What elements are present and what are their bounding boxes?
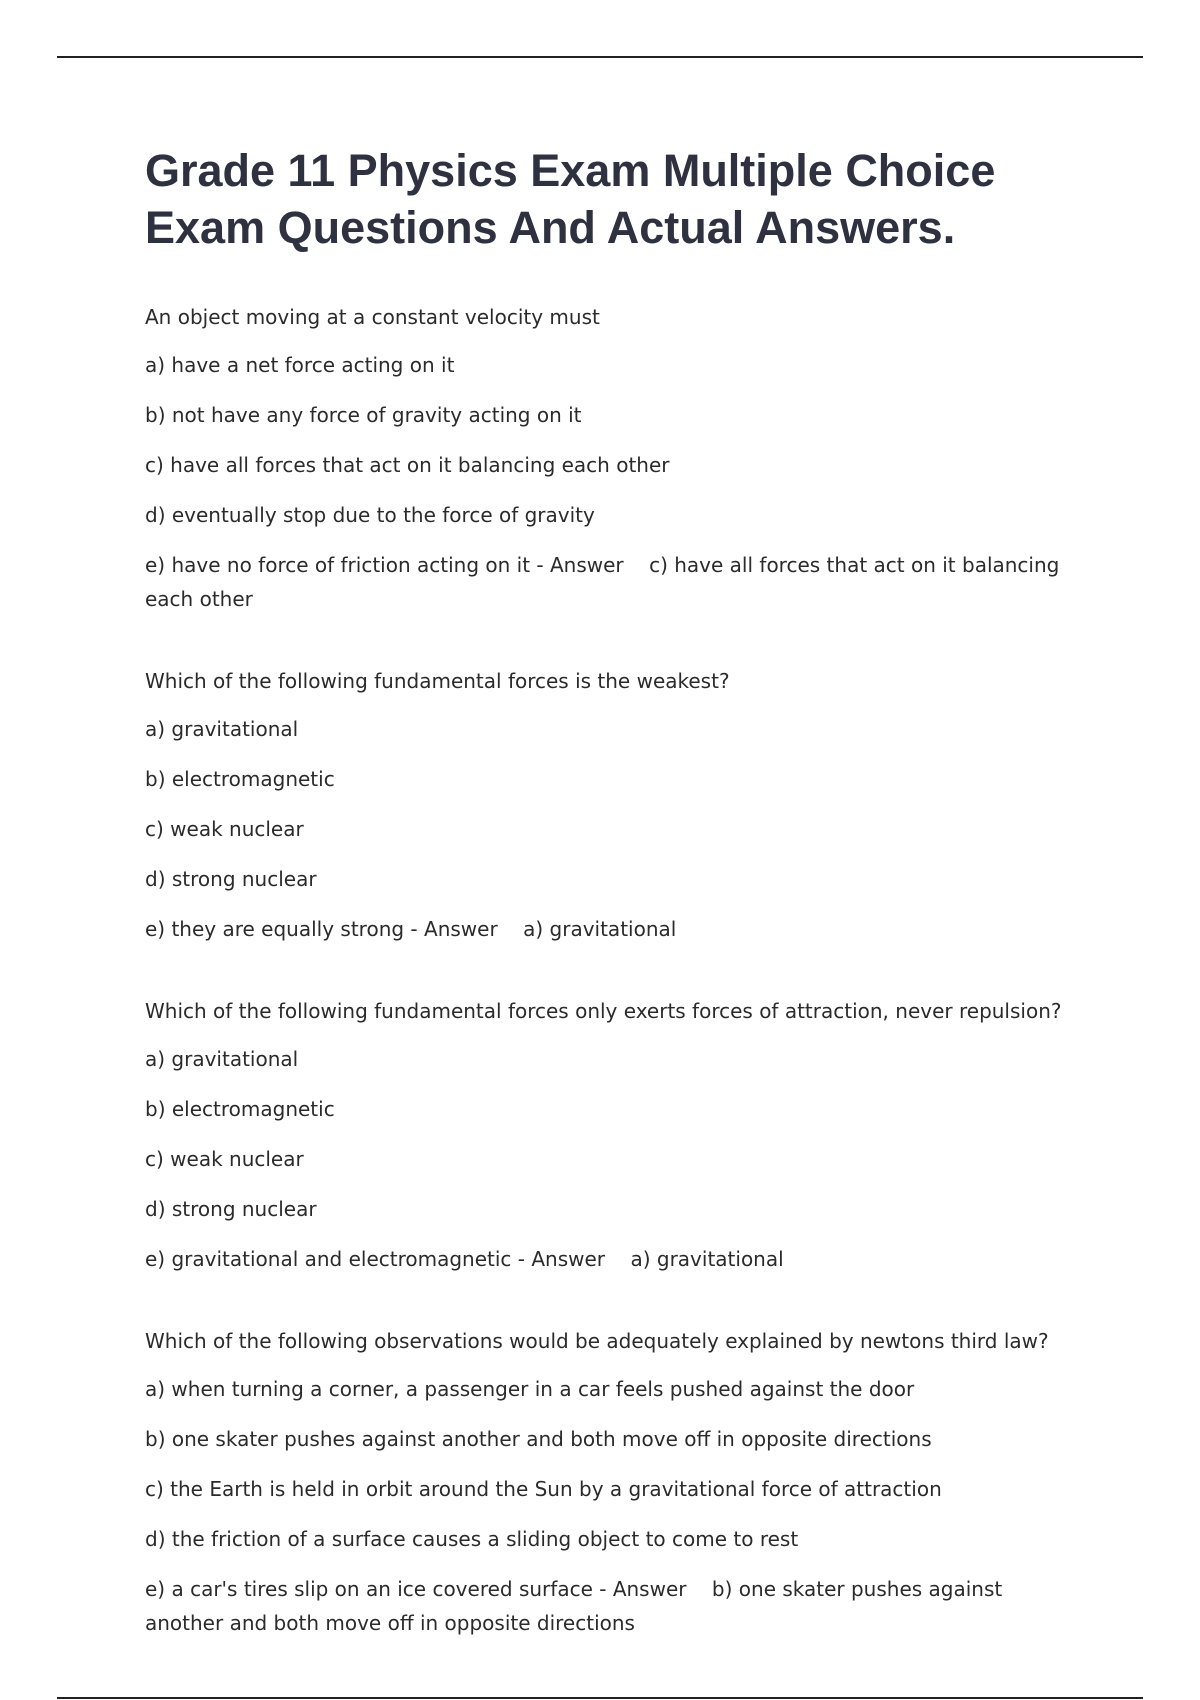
option-b: b) electromagnetic [145, 767, 335, 791]
option-b: b) one skater pushes against another and both move off in opposite directions [145, 1427, 932, 1451]
answer-text: a) gravitational [630, 1247, 784, 1271]
question-block [145, 994, 1085, 1276]
option-d: d) the friction of a surface causes a sliding object to come to rest [145, 1527, 799, 1551]
document-title: Grade 11 Physics Exam Multiple Choice Exam Questions And Actual Answers. [145, 145, 996, 253]
question-text: An object moving at a constant velocity must [145, 305, 600, 329]
option-e: e) have no force of friction acting on it [145, 553, 531, 577]
option-c: c) have all forces that act on it balancing each other [145, 453, 670, 477]
option-e-with-answer [145, 1242, 1085, 1276]
option-d: d) eventually stop due to the force of gravity [145, 503, 595, 527]
option-e-with-answer [145, 1572, 1085, 1640]
option-b: b) not have any force of gravity acting on it [145, 403, 582, 427]
top-rule [57, 56, 1143, 58]
answer-label: - Answer [592, 1577, 712, 1601]
answer-label: - Answer [404, 917, 524, 941]
option-d: d) strong nuclear [145, 1197, 317, 1221]
answer-label: - Answer [511, 1247, 631, 1271]
option-c: c) weak nuclear [145, 817, 304, 841]
question-text: Which of the following fundamental forces only exerts forces of attraction, never repulsion? [145, 999, 1062, 1023]
question-text: Which of the following observations would be adequately explained by newtons third law? [145, 1329, 1049, 1353]
question-block [145, 664, 1085, 946]
question-block [145, 300, 1085, 616]
question-text: Which of the following fundamental forces is the weakest? [145, 669, 730, 693]
answer-label: - Answer [530, 553, 650, 577]
question-block [145, 1324, 1085, 1640]
document-body [145, 142, 1085, 1688]
option-c: c) the Earth is held in orbit around the Sun by a gravitational force of attraction [145, 1477, 942, 1501]
option-a: a) when turning a corner, a passenger in a car feels pushed against the door [145, 1377, 915, 1401]
answer-text: a) gravitational [523, 917, 677, 941]
option-c: c) weak nuclear [145, 1147, 304, 1171]
option-b: b) electromagnetic [145, 1097, 335, 1121]
option-e: e) a car's tires slip on an ice covered surface [145, 1577, 593, 1601]
option-d: d) strong nuclear [145, 867, 317, 891]
answer-text: b) one skater pushes against another and both move off in opposite directions [145, 1577, 1003, 1635]
option-e-with-answer [145, 912, 1085, 946]
option-a: a) gravitational [145, 1047, 299, 1071]
option-e: e) they are equally strong [145, 917, 405, 941]
option-a: a) have a net force acting on it [145, 353, 455, 377]
answer-text: c) have all forces that act on it balancing each other [145, 553, 1060, 611]
option-e: e) gravitational and electromagnetic [145, 1247, 512, 1271]
option-a: a) gravitational [145, 717, 299, 741]
question-list [145, 300, 1085, 1640]
bottom-rule [57, 1697, 1143, 1699]
option-e-with-answer [145, 548, 1085, 616]
